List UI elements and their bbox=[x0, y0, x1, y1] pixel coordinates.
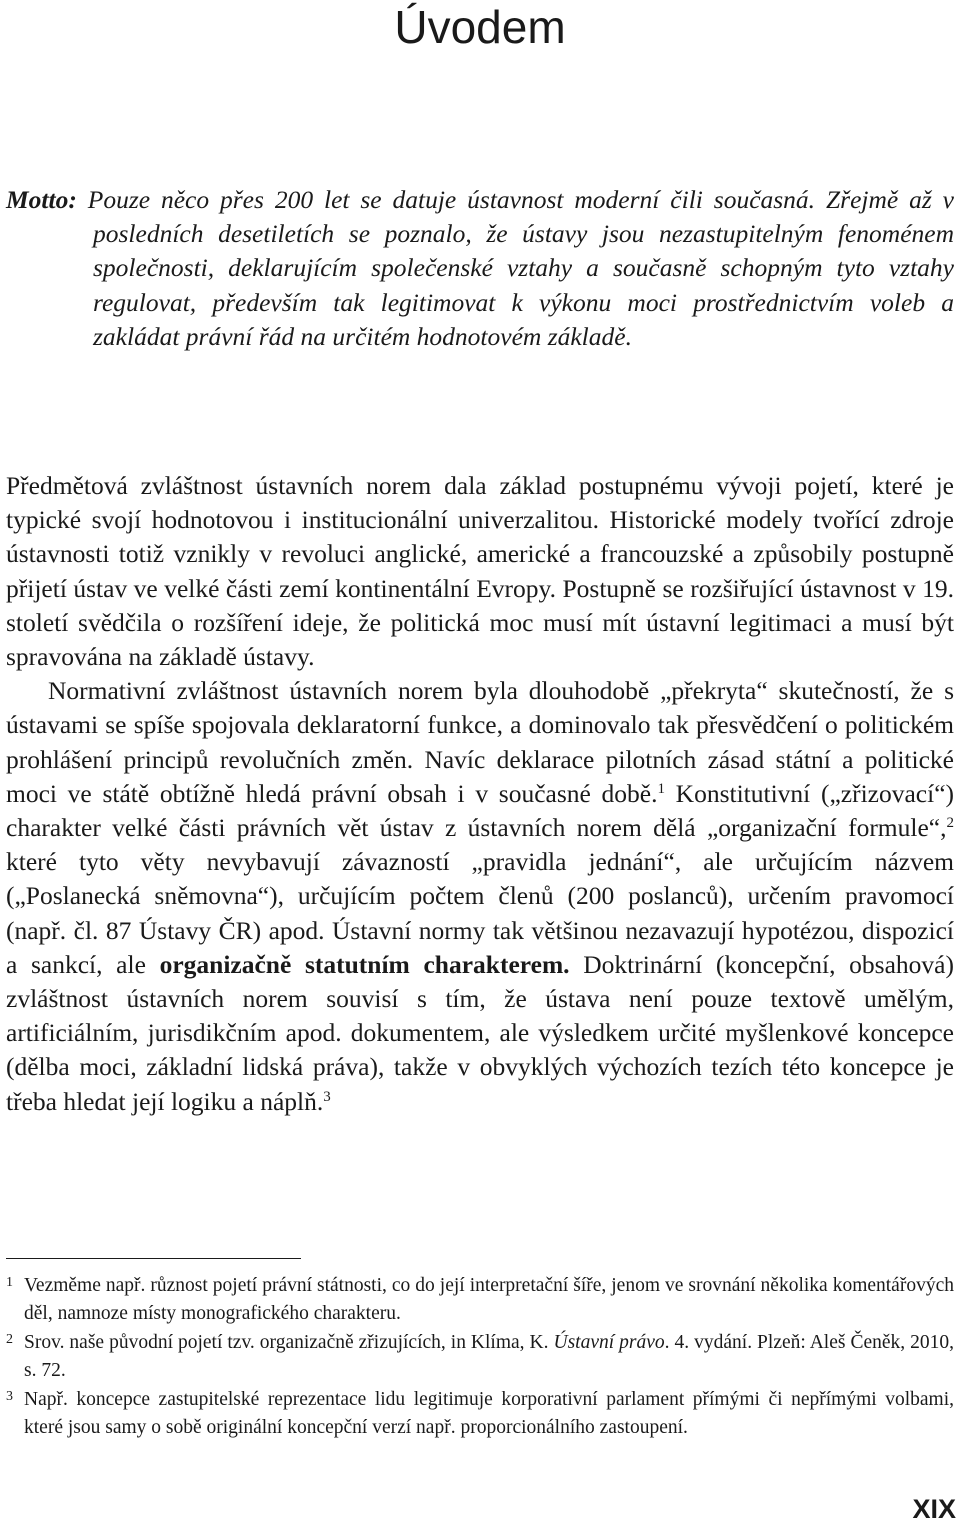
motto-text: Pouze něco přes 200 let se datuje ústavnost moderní čili současná. Zřejmě až v posledních desetiletích se poznalo, že ústavy jsou nezastupitelným fenoménem společnosti, deklarujícím společenské vztahy a současně schopným tyto vztahy regulovat, především tak legitimovat k výkonu moci prostřednictvím voleb a zakládat právní řád na určitém hodnotovém základě. bbox=[87, 185, 954, 351]
footnotes bbox=[6, 1272, 954, 1443]
footnote-number: 1 bbox=[6, 1275, 13, 1290]
main-text bbox=[6, 469, 954, 1119]
footnote-text bbox=[24, 1329, 954, 1384]
paragraph-2-bold-phrase: organizačně statutním charakterem. bbox=[159, 949, 570, 979]
page-title: Úvodem bbox=[394, 1, 566, 53]
motto-label: Motto: bbox=[6, 185, 77, 214]
footnote-text-before: Srov. naše původní pojetí tzv. organizačně zřizujících, in Klíma, K. bbox=[24, 1332, 554, 1353]
motto-block bbox=[6, 183, 954, 354]
footnote-2 bbox=[6, 1329, 954, 1384]
footnote-text: Vezměme např. různost pojetí právní státnosti, co do její interpretační šíře, jenom ve srovnání několika komentářových děl, namnoze místy monografického charakteru. bbox=[24, 1275, 954, 1324]
footnote-ref-1: 1 bbox=[657, 780, 665, 797]
footnote-number: 2 bbox=[6, 1332, 13, 1347]
paragraph-2-part-3: které tyto věty nevybavují závazností „pravidla jednání“, ale určujícím názvem („Poslanecká sněmovna“), určujícím počtem členů (200 poslanců), určením pravomocí (např. čl. 87 Ústavy ČR) apod. Ústavní normy tak většinou nezavazují hypotézou, dispozicí a sankcí, ale bbox=[6, 847, 954, 979]
footnote-text-after: . 4. vydání. Plzeň: Aleš Čeněk, 2010, s. 72. bbox=[24, 1332, 954, 1381]
paragraph-2 bbox=[6, 674, 954, 1119]
footnote-ref-3: 3 bbox=[323, 1088, 331, 1105]
footnote-ref-2: 2 bbox=[946, 815, 954, 832]
page-number: XIX bbox=[912, 1494, 956, 1524]
paragraph-2-part-2: Konstitutivní („zřizovací“) charakter velké části právních vět ústav z ústavních norem dělá „organizační formule“, bbox=[6, 778, 955, 843]
paragraph-2-part-1: Normativní zvláštnost ústavních norem byla dlouhodobě „překryta“ skutečností, že s ústavami se spíše spojovala deklaratorní funkce, a dominovalo tak přesvědčení o politickém prohlášení principů revolučních změn. Navíc deklarace pilotních zásad státní a politické moci ve státě obtížně hledá právní obsah i v současné době. bbox=[6, 676, 954, 808]
paragraph-2-part-4: Doktrinární (koncepční, obsahová) zvláštnost ústavních norem souvisí s tím, že ústava není pouze textově umělým, artificiálním, jurisdikčním apod. dokumentem, ale výsledkem určité myšlenkové koncepce (dělba moci, základní lidská práva), takže v obvyklých výchozích tezích této koncepce je třeba hledat její logiku a náplň. bbox=[6, 949, 954, 1116]
footnote-text: Např. koncepce zastupitelské reprezentace lidu legitimuje korporativní parlament přímými či nepřímými volbami, které jsou samy o sobě originální koncepční verzí např. proporcionálního zastoupení. bbox=[24, 1389, 954, 1438]
footnote-1 bbox=[6, 1272, 954, 1327]
paragraph-1: Předmětová zvláštnost ústavních norem dala základ postupnému vývoji pojetí, které je typické svojí hodnotovou i institucionální univerzalitou. Historické modely tvořící zdroje ústavnosti totiž vznikly v revoluci anglické, americké a francouzské a způsobily postupně přijetí ústav ve velké části zemí kontinentální Evropy. Postupně se rozšiřující ústavnost v 19. století svědčila o rozšíření ideje, že politická moc musí mít ústavní legitimaci a musí být spravována na základě ústavy. bbox=[6, 471, 954, 672]
footnote-number: 3 bbox=[6, 1389, 13, 1404]
footnote-3 bbox=[6, 1386, 954, 1441]
footnote-separator bbox=[6, 1258, 301, 1259]
footnote-book-title: Ústavní právo bbox=[553, 1332, 665, 1353]
